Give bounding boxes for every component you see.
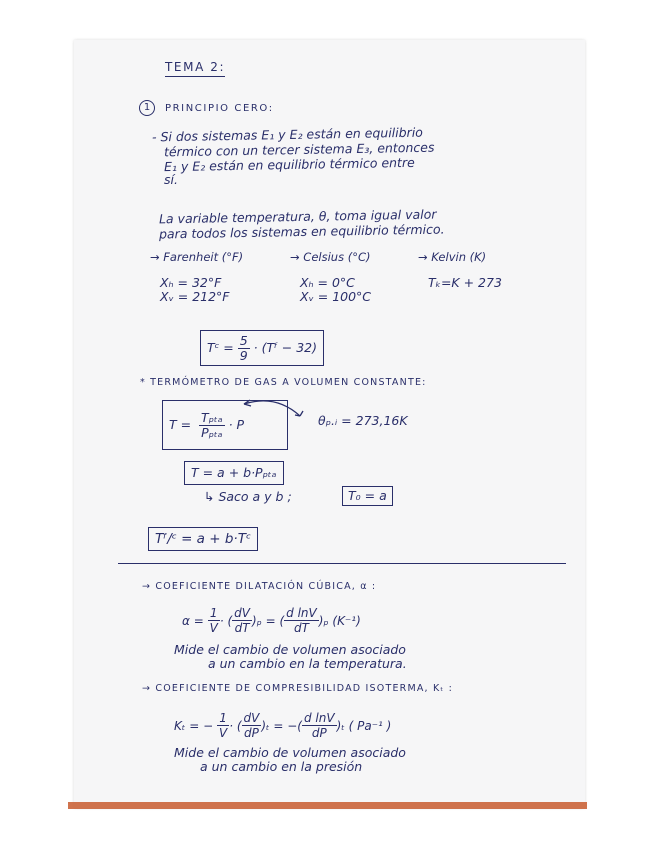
fraction bbox=[284, 606, 319, 635]
denominator: V bbox=[218, 726, 228, 740]
denominator: dT bbox=[293, 621, 309, 635]
denominator: 9 bbox=[239, 347, 248, 363]
formula-operator: )ₜ = −( bbox=[261, 718, 302, 733]
numerator: dV bbox=[243, 711, 260, 725]
formula-lhs: T = bbox=[169, 417, 192, 432]
temperature-line-2: para todos los sistemas en equilibrio térmico. bbox=[158, 221, 445, 242]
section1-heading: PRINCIPIO CERO: bbox=[165, 103, 274, 114]
arrow-right-icon: → bbox=[418, 250, 428, 264]
section2-heading: → COEFICIENTE DILATACIÓN CÚBICA, α : bbox=[142, 581, 377, 592]
denominator: V bbox=[209, 621, 218, 635]
alpha-description-2: a un cambio en la temperatura. bbox=[208, 656, 407, 671]
denominator: dP bbox=[311, 726, 327, 740]
t0-box: T₀ = a bbox=[342, 486, 393, 506]
scale-label: Celsius (°C) bbox=[303, 250, 371, 264]
kt-description-2: a un cambio en la presión bbox=[200, 759, 363, 774]
tfc-formula-box: Tᶠ/ᶜ = a + b·Tᶜ bbox=[148, 527, 258, 551]
formula-operator: · ( bbox=[219, 613, 233, 628]
numerator: 1 bbox=[208, 606, 220, 621]
scale-label: Farenheit (°F) bbox=[163, 250, 244, 264]
kt-formula bbox=[174, 711, 391, 740]
page-edge bbox=[68, 802, 587, 809]
kelvin-relation: Tₖ=K + 273 bbox=[428, 275, 502, 290]
numerator: 1 bbox=[217, 711, 229, 726]
scale-celsius bbox=[290, 250, 370, 264]
kt-description-1: Mide el cambio de volumen asociado bbox=[174, 745, 406, 760]
formula-rhs: · (Tᶠ − 32) bbox=[253, 340, 318, 355]
fraction bbox=[238, 334, 250, 363]
page-title: TEMA 2: bbox=[165, 60, 225, 77]
formula-units: )ₜ ( Pa⁻¹ ) bbox=[336, 718, 392, 733]
arrow-right-icon: → bbox=[150, 250, 160, 264]
section-divider bbox=[118, 563, 566, 564]
denominator: dT bbox=[234, 621, 250, 635]
numerator: d lnV bbox=[303, 711, 335, 725]
temperature-line-1: La variable temperatura, θ, toma igual valor bbox=[158, 206, 437, 227]
celsius-formula-box bbox=[200, 330, 324, 366]
saco-line: ↳ Saco a y b ; bbox=[204, 489, 292, 504]
section-number-badge: 1 bbox=[139, 100, 155, 116]
denominator: dP bbox=[244, 726, 259, 740]
scale-kelvin bbox=[418, 250, 486, 264]
scale-fahrenheit bbox=[150, 250, 243, 264]
celsius-steam-point: Xᵥ = 100°C bbox=[300, 289, 372, 304]
formula-lhs: Kₜ = − bbox=[174, 718, 214, 733]
fraction bbox=[199, 411, 225, 440]
principle-line-4: sí. bbox=[164, 172, 178, 187]
alpha-formula bbox=[182, 606, 361, 635]
triple-point-value: θₚ.ᵢ = 273,16K bbox=[318, 413, 408, 428]
fahrenheit-ice-point: Xₕ = 32°F bbox=[160, 275, 222, 290]
curved-arrow-icon bbox=[236, 396, 316, 430]
fraction bbox=[242, 711, 262, 740]
fahrenheit-steam-point: Xᵥ = 212°F bbox=[160, 289, 230, 304]
numerator: d lnV bbox=[286, 606, 317, 620]
linear-formula-box: T = a + b·Pₚₜₐ bbox=[184, 461, 284, 485]
principle-line-1: - Si dos sistemas E₁ y E₂ están en equilibrio bbox=[151, 124, 423, 145]
formula-lhs: Tᶜ = bbox=[207, 340, 234, 355]
principle-line-3: E₁ y E₂ están en equilibrio térmico entre bbox=[163, 154, 415, 175]
formula-operator: )ₚ = ( bbox=[251, 613, 285, 628]
celsius-ice-point: Xₕ = 0°C bbox=[300, 275, 355, 290]
thermometer-heading: * TERMÓMETRO DE GAS A VOLUMEN CONSTANTE: bbox=[140, 377, 427, 388]
fraction bbox=[232, 606, 252, 635]
fraction bbox=[217, 711, 229, 740]
formula-operator: · ( bbox=[229, 718, 242, 733]
section3-heading: → COEFICIENTE DE COMPRESIBILIDAD ISOTERMA, Kₜ : bbox=[142, 683, 454, 694]
principle-line-2: térmico con un tercer sistema E₃, entonces bbox=[163, 139, 435, 160]
numerator: Tₚₜₐ bbox=[201, 409, 223, 425]
formula-units: )ₚ (K⁻¹) bbox=[318, 613, 361, 628]
arrow-right-icon: → bbox=[290, 250, 300, 264]
formula-lhs: α = bbox=[182, 613, 204, 628]
alpha-description-1: Mide el cambio de volumen asociado bbox=[174, 642, 406, 657]
denominator: Pₚₜₐ bbox=[201, 424, 223, 440]
numerator: 5 bbox=[239, 332, 248, 348]
scale-label: Kelvin (K) bbox=[431, 250, 487, 264]
numerator: dV bbox=[234, 606, 250, 620]
formula-rhs: · P bbox=[228, 417, 245, 432]
fraction bbox=[302, 711, 337, 740]
fraction bbox=[208, 606, 220, 635]
